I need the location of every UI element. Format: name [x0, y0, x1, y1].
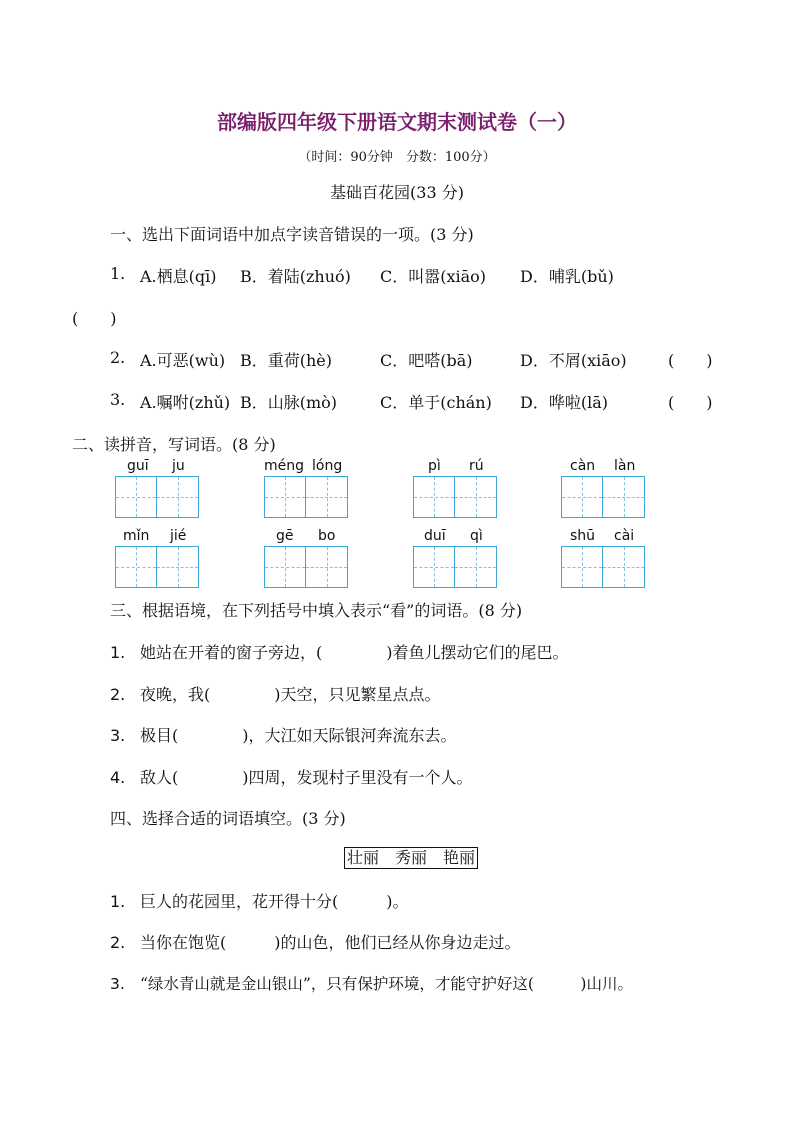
option-d: D．不屑(xiāo): [520, 351, 627, 370]
writing-grid[interactable]: [115, 546, 199, 588]
writing-grid[interactable]: [561, 476, 645, 518]
pinyin: mǐn: [123, 528, 150, 544]
pinyin: rú: [469, 458, 484, 474]
item-number: 1.: [110, 643, 126, 662]
writing-grid[interactable]: [264, 546, 348, 588]
pinyin: shū: [570, 528, 596, 544]
item-number: 4.: [110, 768, 126, 787]
word-bank: 壮丽 秀丽 艳丽: [344, 847, 478, 869]
question-number: 2.: [110, 348, 126, 367]
answer-blank[interactable]: ( ): [668, 393, 713, 412]
option-c: C．叫嚣(xiāo): [380, 267, 487, 286]
item-text[interactable]: 夜晚，我( )天空，只见繁星点点。: [140, 685, 441, 704]
item-number: 3.: [110, 726, 126, 745]
pinyin: guī: [127, 458, 149, 474]
pinyin: lóng: [312, 458, 343, 474]
fill-item: [110, 930, 521, 953]
item-text[interactable]: 当你在饱览( )的山色，他们已经从你身边走过。: [140, 933, 521, 952]
writing-grid[interactable]: [561, 546, 645, 588]
item-number: 1.: [110, 892, 126, 911]
option-a: A.可恶(wù): [140, 351, 226, 370]
option-b: B．山脉(mò): [240, 393, 338, 412]
section3-heading: 三、根据语境，在下列括号中填入表示“看”的词语。(8 分): [110, 601, 523, 620]
exam-info: （时间：90分钟 分数：100分）: [298, 150, 496, 165]
pinyin: cài: [614, 528, 635, 544]
item-text[interactable]: 敌人( )四周，发现村子里没有一个人。: [140, 768, 473, 787]
answer-blank[interactable]: ( ): [72, 309, 117, 328]
option-b: B．重荷(hè): [240, 351, 333, 370]
fill-item: [110, 889, 409, 912]
pinyin: bo: [318, 528, 336, 544]
pinyin: qì: [470, 528, 483, 544]
pinyin: méng: [264, 458, 305, 474]
question-number: 1.: [110, 264, 126, 283]
item-number: 3.: [110, 975, 125, 993]
pinyin: càn: [570, 458, 596, 474]
fill-item: [110, 682, 441, 705]
option-a: A.嘱咐(zhǔ): [140, 393, 231, 412]
option-b: B．着陆(zhuó): [240, 267, 351, 286]
item-number: 2.: [110, 685, 126, 704]
item-text[interactable]: 她站在开着的窗子旁边，( )着鱼儿摆动它们的尾巴。: [140, 643, 569, 662]
fill-item: [110, 723, 457, 746]
page-title: 部编版四年级下册语文期末测试卷（一）: [217, 110, 577, 134]
writing-grid[interactable]: [264, 476, 348, 518]
writing-grid[interactable]: [413, 546, 497, 588]
question-number: 3.: [110, 390, 126, 409]
part-title: 基础百花园(33 分): [330, 183, 464, 202]
section4-heading: 四、选择合适的词语填空。(3 分): [110, 809, 346, 828]
pinyin: duī: [424, 528, 446, 544]
item-text[interactable]: 巨人的花园里，花开得十分( )。: [140, 892, 409, 911]
fill-item: [110, 640, 569, 663]
writing-grid[interactable]: [413, 476, 497, 518]
fill-item: [110, 972, 633, 994]
pinyin: gē: [276, 528, 294, 544]
fill-item: [110, 765, 473, 788]
pinyin: pì: [428, 458, 441, 474]
writing-grid[interactable]: [115, 476, 199, 518]
option-d: D．哗啦(lā): [520, 393, 608, 412]
option-c: C．吧嗒(bā): [380, 351, 473, 370]
option-c: C．单于(chán): [380, 393, 492, 412]
section1-heading: 一、选出下面词语中加点字读音错误的一项。(3 分): [110, 225, 474, 244]
answer-blank[interactable]: ( ): [668, 351, 713, 370]
option-d: D．哺乳(bǔ): [520, 267, 614, 286]
pinyin: làn: [614, 458, 636, 474]
item-text[interactable]: “绿水青山就是金山银山”，只有保护环境，才能守护好这( )山川。: [140, 975, 633, 993]
option-a: A.栖息(qī): [140, 267, 217, 286]
pinyin: jié: [170, 528, 187, 544]
item-number: 2.: [110, 933, 126, 952]
section2-heading: 二、读拼音，写词语。(8 分): [72, 435, 276, 454]
item-text[interactable]: 极目( )，大江如天际银河奔流东去。: [140, 726, 457, 745]
pinyin: ju: [172, 458, 185, 474]
